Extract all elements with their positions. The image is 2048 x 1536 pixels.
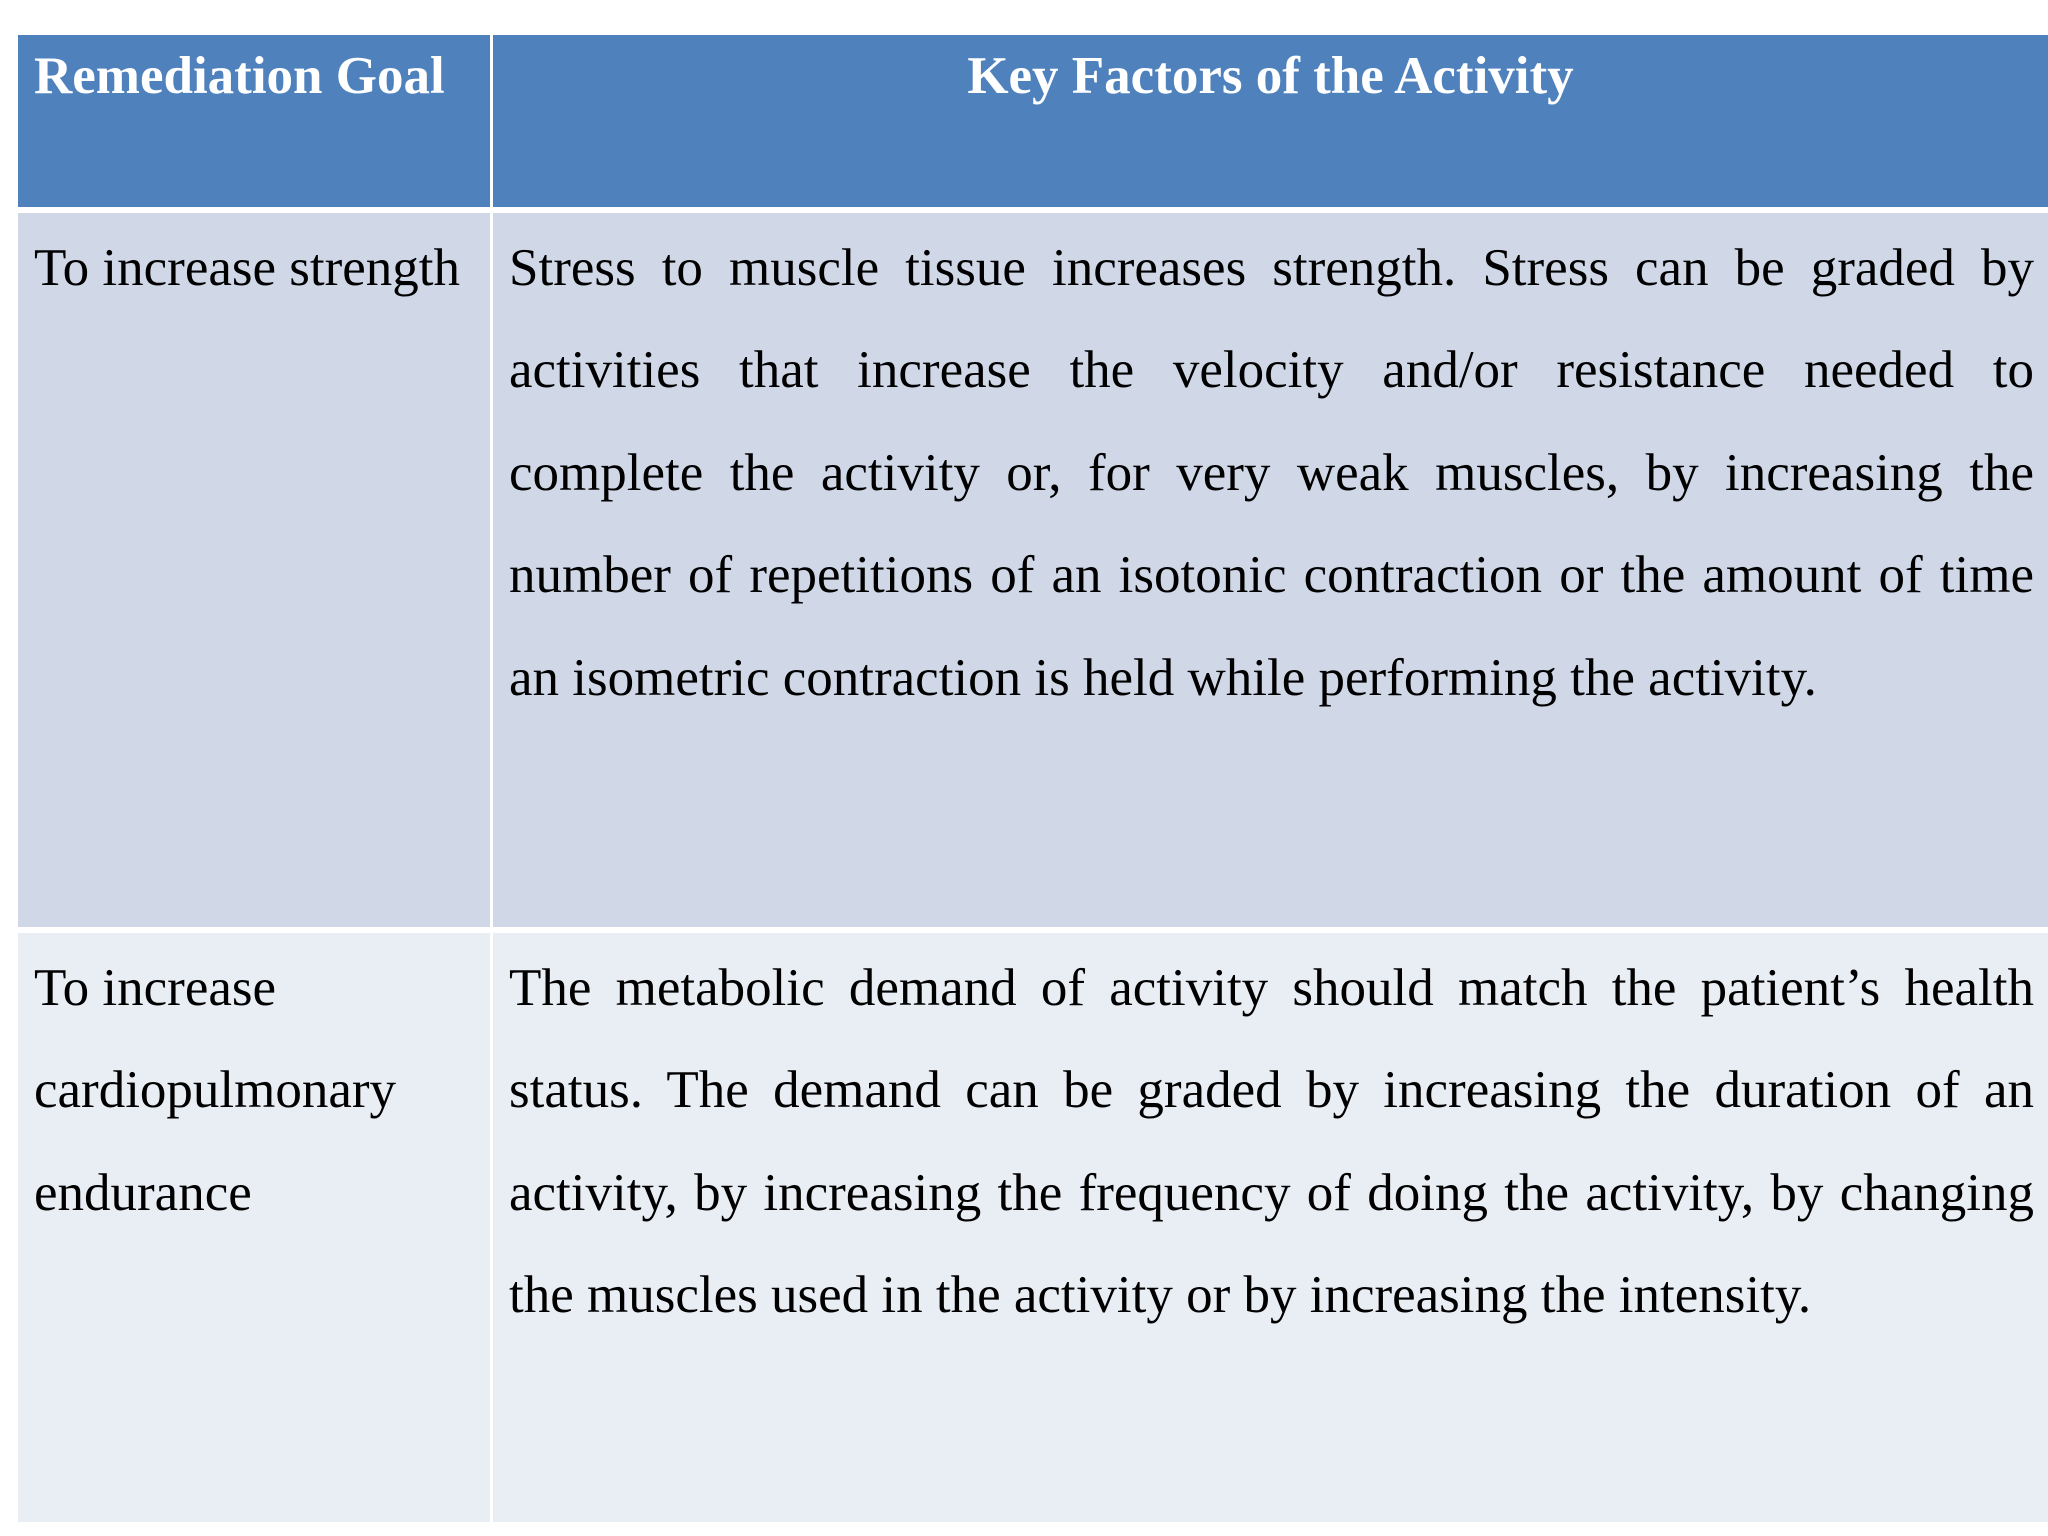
header-remediation-goal: Remediation Goal [18,35,490,207]
row-endurance-factors: The metabolic demand of activity should match the patient’s health status. The demand can be graded by increasing the duration of an activity, by increasing the frequency of doing the activity, by changing the muscles used in the activity or by increasing the intensity. [493,933,2048,1522]
remediation-table [18,35,2048,1516]
header-key-factors: Key Factors of the Activity [493,35,2048,207]
row-strength-factors: Stress to muscle tissue increases strength. Stress can be graded by activities that increase the velocity and/or resistance needed to complete the activity or, for very weak muscles, by increasing the number of repetitions of an isotonic contraction or the amount of time an isometric contraction is held while performing the activity. [493,213,2048,927]
row-endurance-goal: To increase cardiopulmonary endurance [18,933,490,1522]
row-strength-goal: To increase strength [18,213,490,927]
